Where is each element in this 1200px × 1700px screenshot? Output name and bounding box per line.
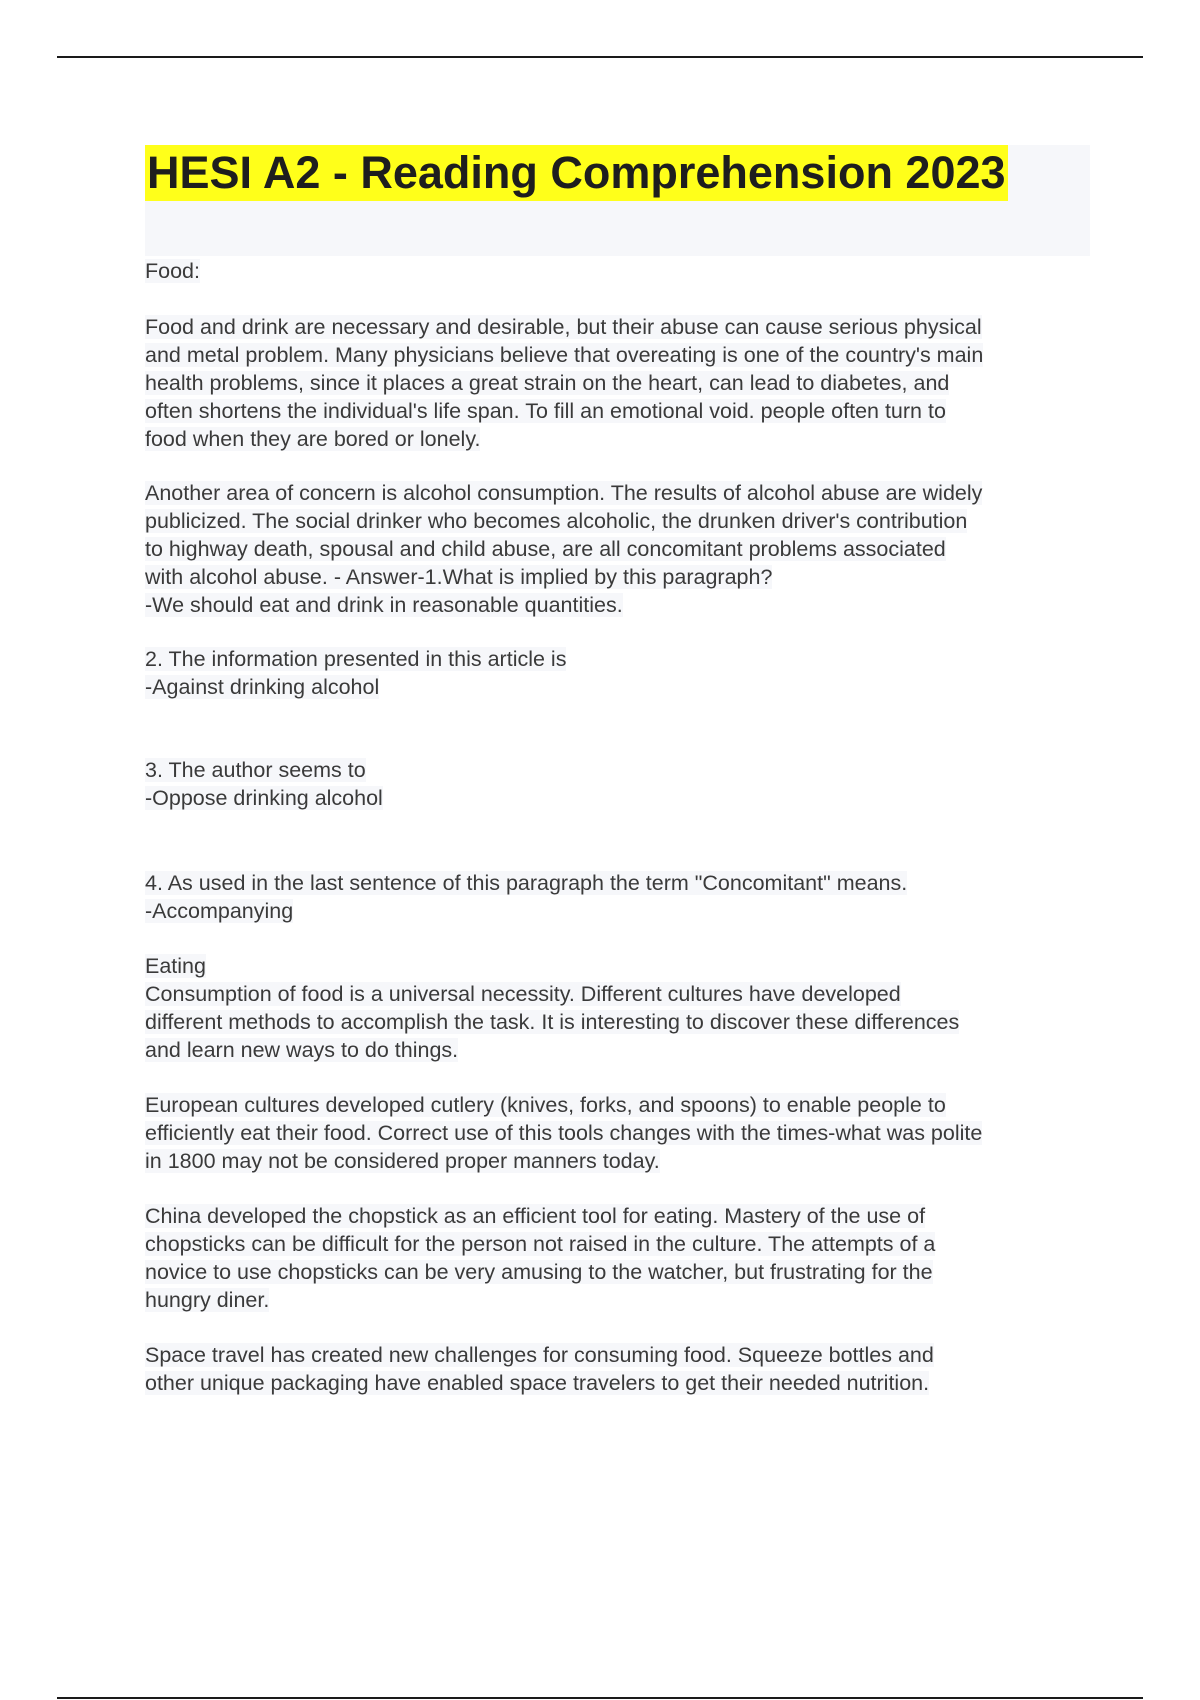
question-3 bbox=[145, 756, 1090, 812]
text-line: efficiently eat their food. Correct use of this tools changes with the times-what was polite bbox=[145, 1121, 983, 1145]
text-line: with alcohol abuse. - Answer-1.What is implied by this paragraph? bbox=[145, 565, 773, 589]
eating-paragraph-4 bbox=[145, 1341, 1090, 1397]
answer-1: -We should eat and drink in reasonable quantities. bbox=[145, 593, 623, 617]
text-line: in 1800 may not be considered proper manners today. bbox=[145, 1149, 660, 1173]
eating-paragraph-2 bbox=[145, 1091, 1090, 1175]
text-line: Consumption of food is a universal necessity. Different cultures have developed bbox=[145, 982, 901, 1006]
answer-text: -Accompanying bbox=[145, 899, 294, 923]
text-line: Space travel has created new challenges for consuming food. Squeeze bottles and bbox=[145, 1343, 934, 1367]
answer-text: -Oppose drinking alcohol bbox=[145, 786, 383, 810]
text-line: Another area of concern is alcohol consumption. The results of alcohol abuse are widely bbox=[145, 481, 983, 505]
answer-text: -Against drinking alcohol bbox=[145, 675, 380, 699]
text-line: and learn new ways to do things. bbox=[145, 1038, 459, 1062]
text-line: chopsticks can be difficult for the person not raised in the culture. The attempts of a bbox=[145, 1232, 936, 1256]
food-paragraph-1 bbox=[145, 313, 1090, 453]
section-label-eating: Eating bbox=[145, 954, 206, 978]
food-paragraph-2 bbox=[145, 479, 1090, 619]
text-line: often shortens the individual's life span. To fill an emotional void. people often turn to bbox=[145, 399, 946, 423]
text-line: food when they are bored or lonely. bbox=[145, 427, 481, 451]
text-line: European cultures developed cutlery (knives, forks, and spoons) to enable people to bbox=[145, 1093, 946, 1117]
section-label-food: Food: bbox=[145, 259, 200, 283]
text-line: novice to use chopsticks can be very amusing to the watcher, but frustrating for the bbox=[145, 1260, 933, 1284]
question-text: 4. As used in the last sentence of this paragraph the term "Concomitant" means. bbox=[145, 871, 908, 895]
text-line: hungry diner. bbox=[145, 1288, 270, 1312]
bottom-rule bbox=[57, 1697, 1143, 1699]
text-line: different methods to accomplish the task. It is interesting to discover these differences bbox=[145, 1010, 960, 1034]
document-title: HESI A2 - Reading Comprehension 2023 bbox=[145, 145, 1008, 201]
text-line: China developed the chopstick as an efficient tool for eating. Mastery of the use of bbox=[145, 1204, 926, 1228]
question-2 bbox=[145, 645, 1090, 701]
title-band bbox=[145, 145, 1090, 256]
text-line: and metal problem. Many physicians believe that overeating is one of the country's main bbox=[145, 343, 984, 367]
text-line: to highway death, spousal and child abuse, are all concomitant problems associated bbox=[145, 537, 946, 561]
text-line: publicized. The social drinker who becomes alcoholic, the drunken driver's contribution bbox=[145, 509, 968, 533]
top-rule bbox=[57, 56, 1143, 58]
question-text: 2. The information presented in this article is bbox=[145, 647, 567, 671]
eating-paragraph-1 bbox=[145, 952, 1090, 1064]
text-line: Food and drink are necessary and desirable, but their abuse can cause serious physical bbox=[145, 315, 982, 339]
text-line: other unique packaging have enabled space travelers to get their needed nutrition. bbox=[145, 1371, 930, 1395]
question-text: 3. The author seems to bbox=[145, 758, 366, 782]
page-content bbox=[145, 145, 1090, 1397]
eating-paragraph-3 bbox=[145, 1202, 1090, 1314]
question-4 bbox=[145, 869, 1090, 925]
text-line: health problems, since it places a great strain on the heart, can lead to diabetes, and bbox=[145, 371, 950, 395]
